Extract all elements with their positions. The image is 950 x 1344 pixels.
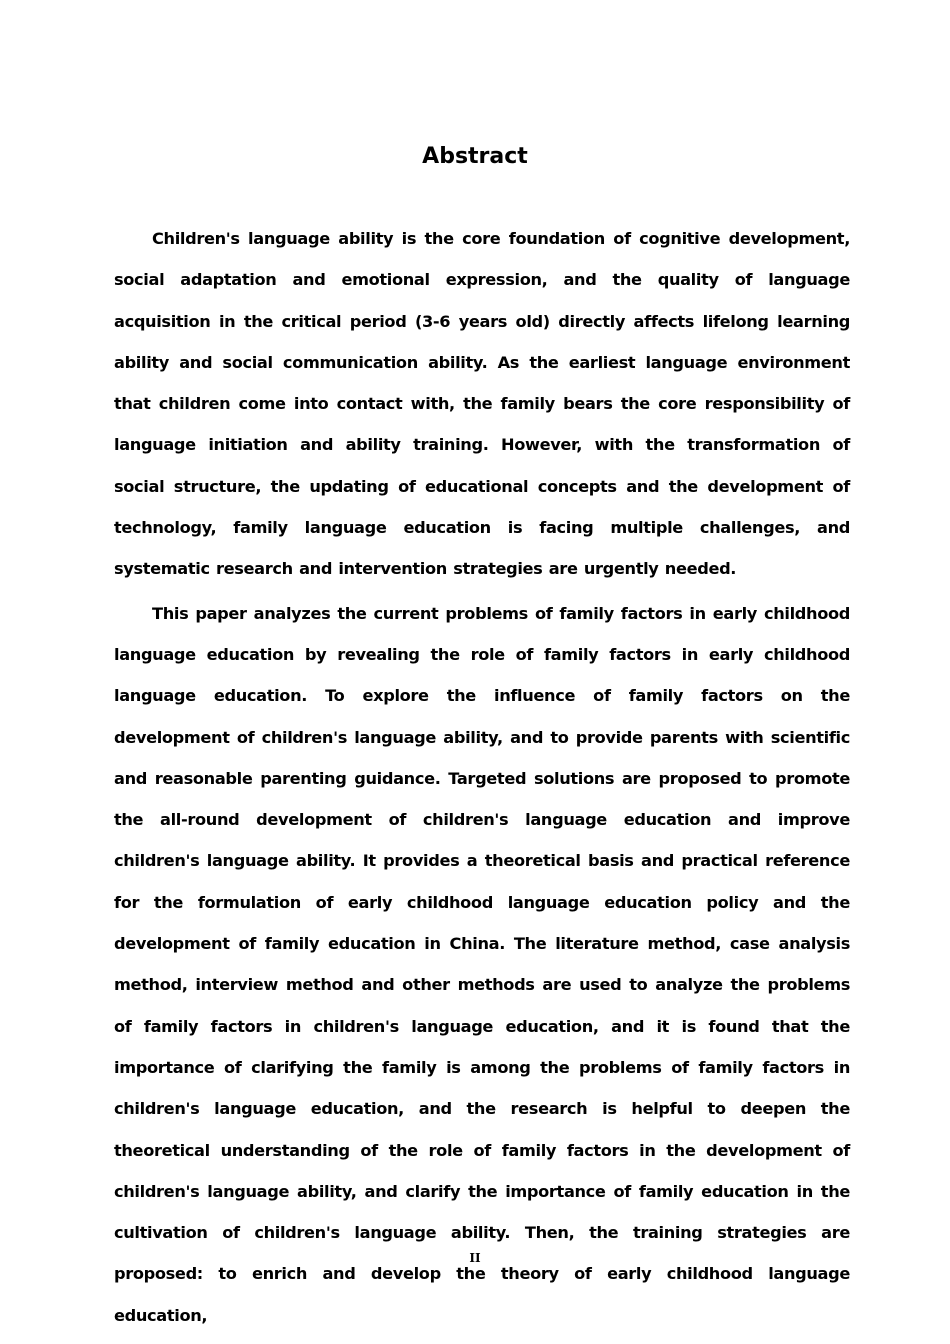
page-number: II — [469, 1251, 481, 1265]
abstract-paragraph-1: Children's language ability is the core foundation of cognitive development, social adaptation and emotional expression, and the quality of language acquisition in the critical period (3-6 years old) directly affects lifelong learning ability and social communication ability. As the earliest language environment that children come into contact with, the family bears the core responsibility of language initiation and ability training. However, with the transformation of social structure, the updating of educational concepts and the development of technology, family language education is facing multiple challenges, and systematic research and intervention strategies are urgently needed. — [114, 229, 850, 579]
abstract-title: Abstract — [422, 143, 528, 169]
abstract-paragraph-2: This paper analyzes the current problems of family factors in early childhood language education by revealing the role of family factors in early childhood language education. To explore the influence of family factors on the development of children's language ability, and to provide parents with scientific and reasonable parenting guidance. Targeted solutions are proposed to promote the all-round development of children's language education and improve children's language ability. It provides a theoretical basis and practical reference for the formulation of early childhood language education policy and the development of family education in China. The literature method, case analysis method, interview method and other methods are used to analyze the problems of family factors in children's language education, and it is found that the importance of clarifying the family is among the problems of family factors in children's language education, and the research is helpful to deepen the theoretical understanding of the role of family factors in the development of children's language ability, and clarify the importance of family education in the cultivation of children's language ability. Then, the training strategies are proposed: to enrich and develop the theory of early childhood language education, — [114, 603, 850, 1325]
abstract-body — [114, 218, 850, 1336]
